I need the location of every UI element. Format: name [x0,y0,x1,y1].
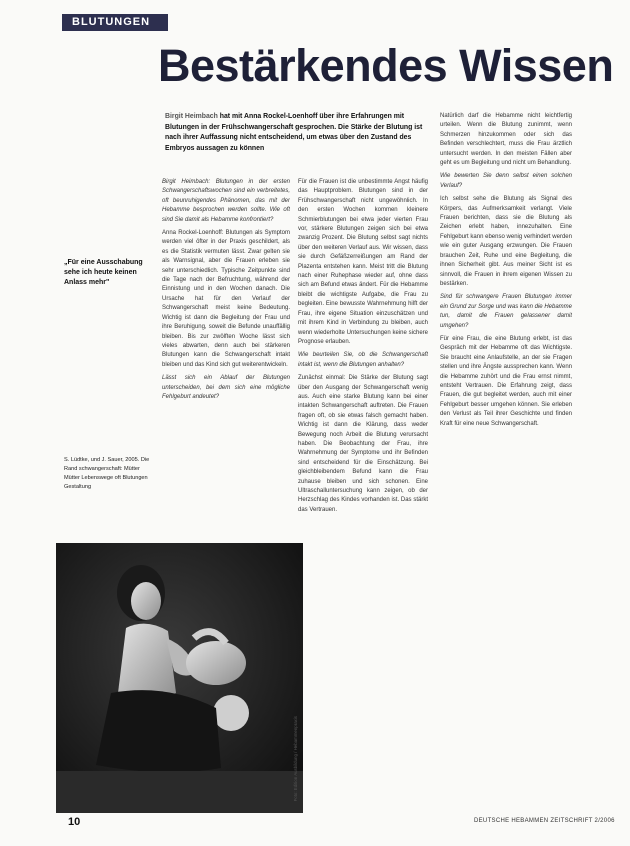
col2-question-1: Wie beurteilen Sie, ob die Schwangerschaft intakt ist, wenn die Blutungen anhalten? [298,352,428,368]
col3-question-1: Wie bewerten Sie denn selbst einen solchen Verlauf? [440,173,572,189]
col1-question-2: Lässt sich ein Ablauf der Blutungen unterscheiden, bei dem sich eine mögliche Fehlgeburt andeutet? [162,375,290,400]
photo-credit: Foto: Edition Ausbildung / Hebammenpraxis [293,715,298,801]
image-caption: S. Lüdtke, und J. Sauer, 2005. Die Rand schwangerschaft: Mütter Mütter Lebenswege oft Blutungen Gestaltung [64,457,150,490]
photo-illustration [56,543,303,813]
col1-question-1: Birgit Heimbach: Blutungen in der ersten Schwangerschaftswochen sind ein verbreitetes, oft beunruhigendes Phänomen, das mit der Hebamme besprochen werden sollte. Wie oft sind Sie damit als Hebamme konfrontiert? [162,179,290,223]
mother-baby-photo [56,543,303,813]
col3-question-2: Sind für schwangere Frauen Blutungen immer ein Grund zur Sorge und was kann die Hebamme tun, damit die Frauen gelassener damit umgehen? [440,294,572,329]
pull-quote: „Für eine Ausschabung sehe ich heute keinen Anlass mehr" [64,259,143,286]
col2-paragraph-1: Für die Frauen ist die unbestimmte Angst häufig das Hauptproblem. Blutungen sind in der Frühschwangerschaft nicht ungewöhnlich. In den ersten Wochen kommen kleinere Schmierblutungen bei etwa jeder vierten Frau vor, stärkere Blutungen zeigen sich bei etwa zwanzig Prozent. Die Blutung selbst sagt nichts über den weiteren Verlauf aus. Wir wissen, dass sie durch Gefäßzerreißungen am Rand der Plazenta entstehen kann. Meist tritt die Blutung nach einer Ruhephase wieder auf, ohne dass sich am Befund etwas ändert. Für die Hebamme bleibt die wichtigste Aufgabe, die Frau zu begleiten. Eine bewusste Wahrnehmung hilft der Frau, ihre eigene Situation einzuschätzen und mit ihrem Kind in Verbindung zu bleiben, auch wenn wiederholte Untersuchungen keine sichere Prognose erlauben. [298,179,428,345]
col3-paragraph-3: Für eine Frau, die eine Blutung erlebt, ist das Gespräch mit der Hebamme oft das Wichtigste. Sie braucht eine Anlaufstelle, an der sie Fragen stellen und ihre Ängste aussprechen kann. Wenn die Hebamme zuhört und die Frau ernst nimmt, entsteht Vertrauen. Die Erfahrung zeigt, dass Frauen, die gut begleitet werden, auch mit einer Fehlgeburt besser umgehen können. Sie erleben den Verlust als Teil ihrer Geschichte und finden Kraft für eine neue Schwangerschaft. [440,335,572,427]
col1-paragraph-1: Anna Rockel-Loenhoff: Blutungen als Symptom werden viel öfter in der Praxis geschildert, als es die Statistik vermuten lässt. Zwar gelten sie als Warnsignal, aber die Frauen erleben sie sehr unterschiedlich. Typische Zeitpunkte sind die Tage nach der Befruchtung, während der Einnistung und in den Wochen danach. Die Ursache hat für den Verlauf der Schwangerschaft meist keine Bedeutung. Wichtig ist dann die Begleitung der Frau und ihre Beruhigung, soweit die Befunde unauffällig bleiben. Bis zur zwölften Woche lässt sich vieles abwarten, denn auch bei stärkeren Blutungen kann die Schwangerschaft intakt bleiben und das Kind sich gut weiterentwickeln. [162,230,290,368]
col3-paragraph-2: Ich selbst sehe die Blutung als Signal des Körpers, das Aufmerksamkeit verlangt. Viele Frauen berichten, dass sie die Blutung als Zeichen erlebt haben, innezuhalten. Eine Fehlgeburt kann ebenso wenig verhindert werden wie ein guter Ausgang erzwungen. Die Frauen brauchen Zeit, Ruhe und eine Begleitung, die ihnen Sicherheit gibt. Aus meiner Sicht ist es sinnvoll, die Frauen in ihrem eigenen Wissen zu bestärken. [440,196,572,287]
lead-text: hat mit Anna Rockel-Loenhoff über ihre Erfahrungen mit Blutungen in der Frühschwangerschaft gesprochen. Die Stärke der Blutung ist nach ihrer Auffassung nicht entscheidend, um etwas über den Zustand des Embryos aussagen zu können [165,113,423,152]
page-number: 10 [68,816,81,828]
article-lead [165,112,427,154]
article-title: Bestärkendes Wissen [158,40,614,91]
section-label: BLUTUNGEN [62,14,168,31]
col2-paragraph-2: Zunächst einmal: Die Stärke der Blutung sagt über den Ausgang der Schwangerschaft wenig aus. Auch eine starke Blutung kann bei einer intakten Schwangerschaft auftreten. Die Frauen fragen oft, ob sie etwas falsch gemacht haben. Wichtig ist dann die Klärung, dass weder Bewegung noch Arbeit die Blutung verursacht haben. Die Beobachtung der Frau, ihre Wahrnehmung der Symptome und ihr Befinden sind entscheidend für die Einschätzung. Bei gleichbleibendem Befund kann die Frau zuhause bleiben und sich schonen. Eine Ultraschalluntersuchung kann zeigen, ob der Herzschlag des Kindes vorhanden ist. Das stärkt das Vertrauen. [298,375,428,513]
magazine-footer: DEUTSCHE HEBAMMEN ZEITSCHRIFT 2/2006 [474,818,615,824]
column-1 [162,178,290,543]
col3-paragraph-1: Natürlich darf die Hebamme nicht leichtfertig urteilen. Wenn die Blutung zunimmt, wenn Schmerzen hinzukommen oder sich das Befinden verschlechtert, muss die Frau ärztlich untersucht werden. In den meisten Fällen aber geht es um Begleitung und nicht um Behandlung. [440,113,572,167]
column-2 [298,178,428,808]
lead-author: Birgit Heimbach [165,113,218,120]
column-3 [440,112,572,808]
